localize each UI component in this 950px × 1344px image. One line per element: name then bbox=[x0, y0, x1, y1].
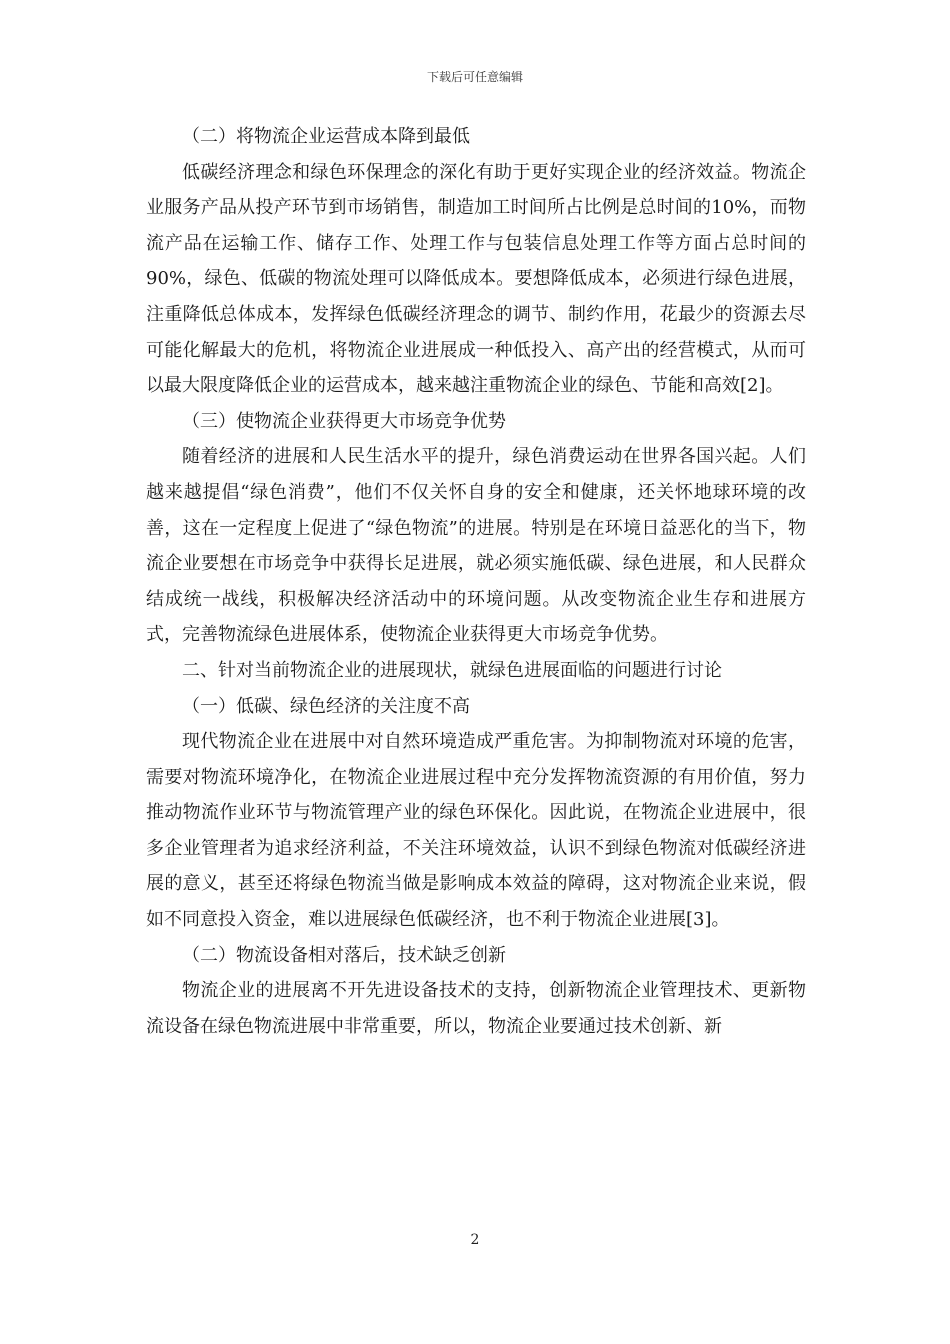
paragraph-equipment-technology: 物流企业的进展离不开先进设备技术的支持，创新物流企业管理技术、更新物流设备在绿色物流进展中非常重要，所以，物流企业要通过技术创新、新 bbox=[146, 980, 806, 1037]
paragraph-cost-reduction: 低碳经济理念和绿色环保理念的深化有助于更好实现企业的经济效益。物流企业服务产品从投产环节到市场销售，制造加工时间所占比例是总时间的10%，而物流产品在运输工作、储存工作、处理工作与包装信息处理工作等方面占总时间的90%，绿色、低碳的物流处理可以降低成本。要想降低成本，必须进行绿色进展，注重降低总体成本，发挥绿色低碳经济理念的调节、制约作用，花最少的资源去尽可能化解最大的危机，将物流企业进展成一种低投入、高产出的经营模式，从而可以最大限度降低企业的运营成本，越来越注重物流企业的绿色、节能和高效[2]。 bbox=[146, 161, 806, 397]
section-heading-reduce-costs: （二）将物流企业运营成本降到最低 bbox=[182, 126, 470, 147]
section-heading-competitive-advantage: （三）使物流企业获得更大市场竞争优势 bbox=[182, 410, 506, 432]
document-body bbox=[146, 119, 806, 1044]
subsection-heading-equipment: （二）物流设备相对落后，技术缺乏创新 bbox=[182, 944, 506, 966]
page-number: 2 bbox=[470, 1232, 480, 1248]
paragraph-environmental-harm: 现代物流企业在进展中对自然环境造成严重危害。为抑制物流对环境的危害，需要对物流环境净化，在物流企业进展过程中充分发挥物流资源的有用价值，努力推动物流作业环节与物流管理产业的绿色环保化。因此说，在物流企业进展中，很多企业管理者为追求经济利益，不关注环境效益，认识不到绿色物流对低碳经济进展的意义，甚至还将绿色物流当做是影响成本效益的障碍，这对物流企业来说，假如不同意投入资金，难以进展绿色低碳经济，也不利于物流企业进展[3]。 bbox=[146, 731, 806, 931]
section-heading-problems: 二、针对当前物流企业的进展现状，就绿色进展面临的问题进行讨论 bbox=[182, 659, 722, 681]
paragraph-green-consumption: 随着经济的进展和人民生活水平的提升，绿色消费运动在世界各国兴起。人们越来越提倡“绿色消费”，他们不仅关怀自身的安全和健康，还关怀地球环境的改善，这在一定程度上促进了“绿色物流”的进展。特别是在环境日益恶化的当下，物流企业要想在市场竞争中获得长足进展，就必须实施低碳、绿色进展，和人民群众结成统一战线，积极解决经济活动中的环境问题。从改变物流企业生存和进展方式，完善物流绿色进展体系，使物流企业获得更大市场竞争优势。 bbox=[146, 446, 806, 646]
page-header: 下载后可任意编辑 bbox=[426, 70, 523, 84]
subsection-heading-low-attention: （一）低碳、绿色经济的关注度不高 bbox=[182, 695, 470, 717]
